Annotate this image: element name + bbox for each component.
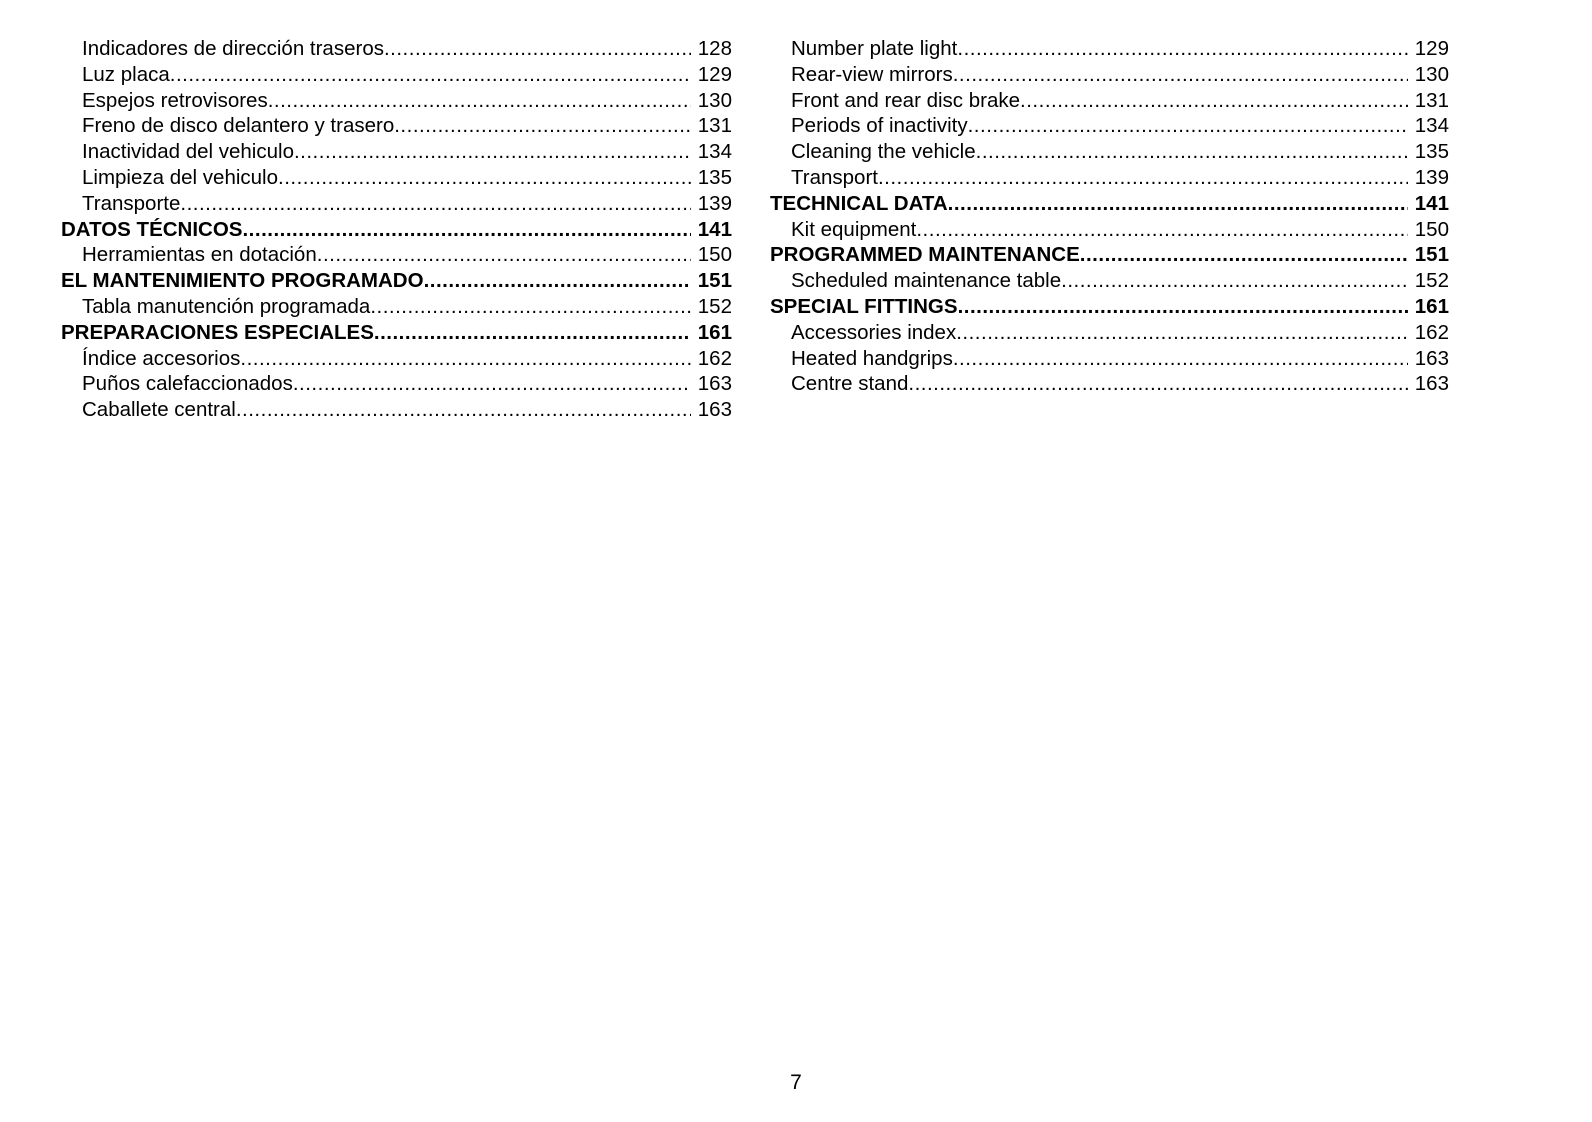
toc-entry-page-number: 163	[697, 372, 732, 396]
dot-leader	[394, 113, 691, 139]
toc-entry-page-number: 129	[1414, 37, 1449, 60]
toc-entry[interactable]	[770, 36, 1449, 62]
toc-entry-page-number: 152	[1414, 269, 1449, 293]
dot-leader	[1061, 268, 1408, 294]
toc-section-heading[interactable]	[770, 242, 1449, 268]
toc-entry-title: Cleaning the vehicle	[791, 140, 976, 164]
toc-entry[interactable]	[770, 346, 1449, 372]
toc-entry-page-number: 162	[697, 346, 732, 370]
toc-entry-title: Scheduled maintenance table	[791, 269, 1062, 293]
toc-entry[interactable]	[770, 113, 1449, 139]
toc-entry-title: Inactividad del vehiculo	[82, 140, 294, 164]
toc-entry-page-number: 150	[697, 243, 732, 267]
toc-entry-title: Freno de disco delantero y trasero	[82, 114, 395, 138]
toc-entry-title: Caballete central	[82, 398, 236, 422]
dot-leader	[957, 36, 1407, 62]
toc-entry[interactable]	[770, 371, 1449, 397]
toc-entry-title: Indicadores de dirección traseros	[82, 37, 384, 60]
toc-entry[interactable]	[61, 139, 732, 165]
toc-entry-title: Kit equipment	[791, 217, 917, 241]
toc-section-heading[interactable]	[770, 294, 1449, 320]
toc-entry-page-number: 139	[1414, 165, 1449, 189]
dot-leader	[268, 88, 691, 114]
toc-entry-title: Transport	[791, 165, 878, 189]
toc-section-heading[interactable]	[61, 320, 732, 346]
toc-entry-title: Espejos retrovisores	[82, 88, 268, 112]
toc-entry-page-number: 131	[697, 114, 732, 138]
dot-leader	[953, 62, 1408, 88]
toc-entry-page-number: 151	[1414, 243, 1449, 267]
toc-entry[interactable]	[61, 36, 732, 62]
toc-entry-page-number: 161	[697, 320, 732, 344]
toc-entry-page-number: 134	[1414, 114, 1449, 138]
dot-leader	[908, 371, 1407, 397]
toc-entry[interactable]	[770, 320, 1449, 346]
toc-entry-page-number: 135	[697, 165, 732, 189]
dot-leader	[878, 165, 1408, 191]
dot-leader	[294, 139, 691, 165]
toc-entry-page-number: 151	[697, 269, 732, 293]
toc-entry-page-number: 152	[697, 294, 732, 318]
toc-entry-title: TECHNICAL DATA	[770, 191, 948, 215]
dot-leader	[242, 217, 690, 243]
dot-leader	[293, 371, 691, 397]
toc-entry-title: Índice accesorios	[82, 346, 241, 370]
toc-entry[interactable]	[61, 113, 732, 139]
toc-entry-title: Limpieza del vehiculo	[82, 165, 279, 189]
toc-entry-title: PROGRAMMED MAINTENANCE	[770, 243, 1080, 267]
toc-entry-title: DATOS TÉCNICOS	[61, 217, 243, 241]
toc-entry-title: Luz placa	[82, 62, 170, 86]
toc-entry[interactable]	[61, 397, 732, 423]
page-number: 7	[790, 1071, 802, 1094]
toc-entry-page-number: 141	[697, 217, 732, 241]
toc-entry-title: PREPARACIONES ESPECIALES	[61, 320, 374, 344]
toc-entry[interactable]	[770, 88, 1449, 114]
toc-entry-page-number: 150	[1414, 217, 1449, 241]
toc-entry-title: Herramientas en dotación	[82, 243, 317, 267]
dot-leader	[916, 217, 1407, 243]
toc-entry[interactable]	[61, 371, 732, 397]
toc-entry-page-number: 131	[1414, 88, 1449, 112]
toc-column-spanish	[61, 36, 732, 423]
toc-entry-title: Centre stand	[791, 372, 909, 396]
toc-entry-page-number: 129	[697, 62, 732, 86]
toc-entry-page-number: 130	[697, 88, 732, 112]
toc-entry-title: Rear-view mirrors	[791, 62, 953, 86]
dot-leader	[958, 294, 1408, 320]
toc-entry-title: Transporte	[82, 191, 181, 215]
toc-entry[interactable]	[61, 165, 732, 191]
dot-leader	[953, 346, 1408, 372]
toc-entry-title: Accessories index	[791, 320, 957, 344]
toc-entry-title: Number plate light	[791, 37, 958, 60]
toc-entry[interactable]	[61, 62, 732, 88]
toc-entry-title: Heated handgrips	[791, 346, 953, 370]
dot-leader	[170, 62, 691, 88]
dot-leader	[384, 36, 691, 62]
dot-leader	[278, 165, 691, 191]
toc-column-english	[770, 36, 1449, 397]
toc-entry[interactable]	[61, 191, 732, 217]
toc-entry-title: Front and rear disc brake	[791, 88, 1021, 112]
toc-entry[interactable]	[61, 346, 732, 372]
toc-entry-page-number: 139	[697, 191, 732, 215]
toc-entry-page-number: 162	[1414, 320, 1449, 344]
toc-entry-title: SPECIAL FITTINGS	[770, 294, 958, 318]
toc-entry[interactable]	[61, 88, 732, 114]
toc-entry-title: Puños calefaccionados	[82, 372, 293, 396]
toc-entry-page-number: 161	[1414, 294, 1449, 318]
toc-entry-page-number: 163	[1414, 372, 1449, 396]
toc-entry-page-number: 128	[697, 37, 732, 60]
toc-entry-title: Periods of inactivity	[791, 114, 968, 138]
dot-leader	[968, 113, 1408, 139]
dot-leader	[424, 268, 691, 294]
toc-entry-title: Tabla manutención programada	[82, 294, 371, 318]
toc-entry-page-number: 141	[1414, 191, 1449, 215]
toc-entry-title: EL MANTENIMIENTO PROGRAMADO	[61, 269, 424, 293]
dot-leader	[374, 320, 691, 346]
toc-entry[interactable]	[770, 165, 1449, 191]
dot-leader	[236, 397, 691, 423]
toc-entry[interactable]	[770, 268, 1449, 294]
toc-entry-page-number: 134	[697, 140, 732, 164]
dot-leader	[240, 346, 690, 372]
dot-leader	[180, 191, 690, 217]
dot-leader	[976, 139, 1408, 165]
toc-entry-page-number: 163	[697, 398, 732, 422]
toc-entry-page-number: 135	[1414, 140, 1449, 164]
dot-leader	[317, 242, 691, 268]
dot-leader	[370, 294, 690, 320]
toc-entry-page-number: 130	[1414, 62, 1449, 86]
dot-leader	[1020, 88, 1408, 114]
toc-entry[interactable]	[61, 242, 732, 268]
toc-entry[interactable]	[770, 62, 1449, 88]
toc-entry[interactable]	[770, 217, 1449, 243]
toc-section-heading[interactable]	[770, 191, 1449, 217]
toc-entry[interactable]	[770, 139, 1449, 165]
toc-section-heading[interactable]	[61, 217, 732, 243]
dot-leader	[948, 191, 1408, 217]
toc-section-heading[interactable]	[61, 268, 732, 294]
dot-leader	[1080, 242, 1408, 268]
toc-entry-page-number: 163	[1414, 346, 1449, 370]
dot-leader	[956, 320, 1408, 346]
toc-entry[interactable]	[61, 294, 732, 320]
